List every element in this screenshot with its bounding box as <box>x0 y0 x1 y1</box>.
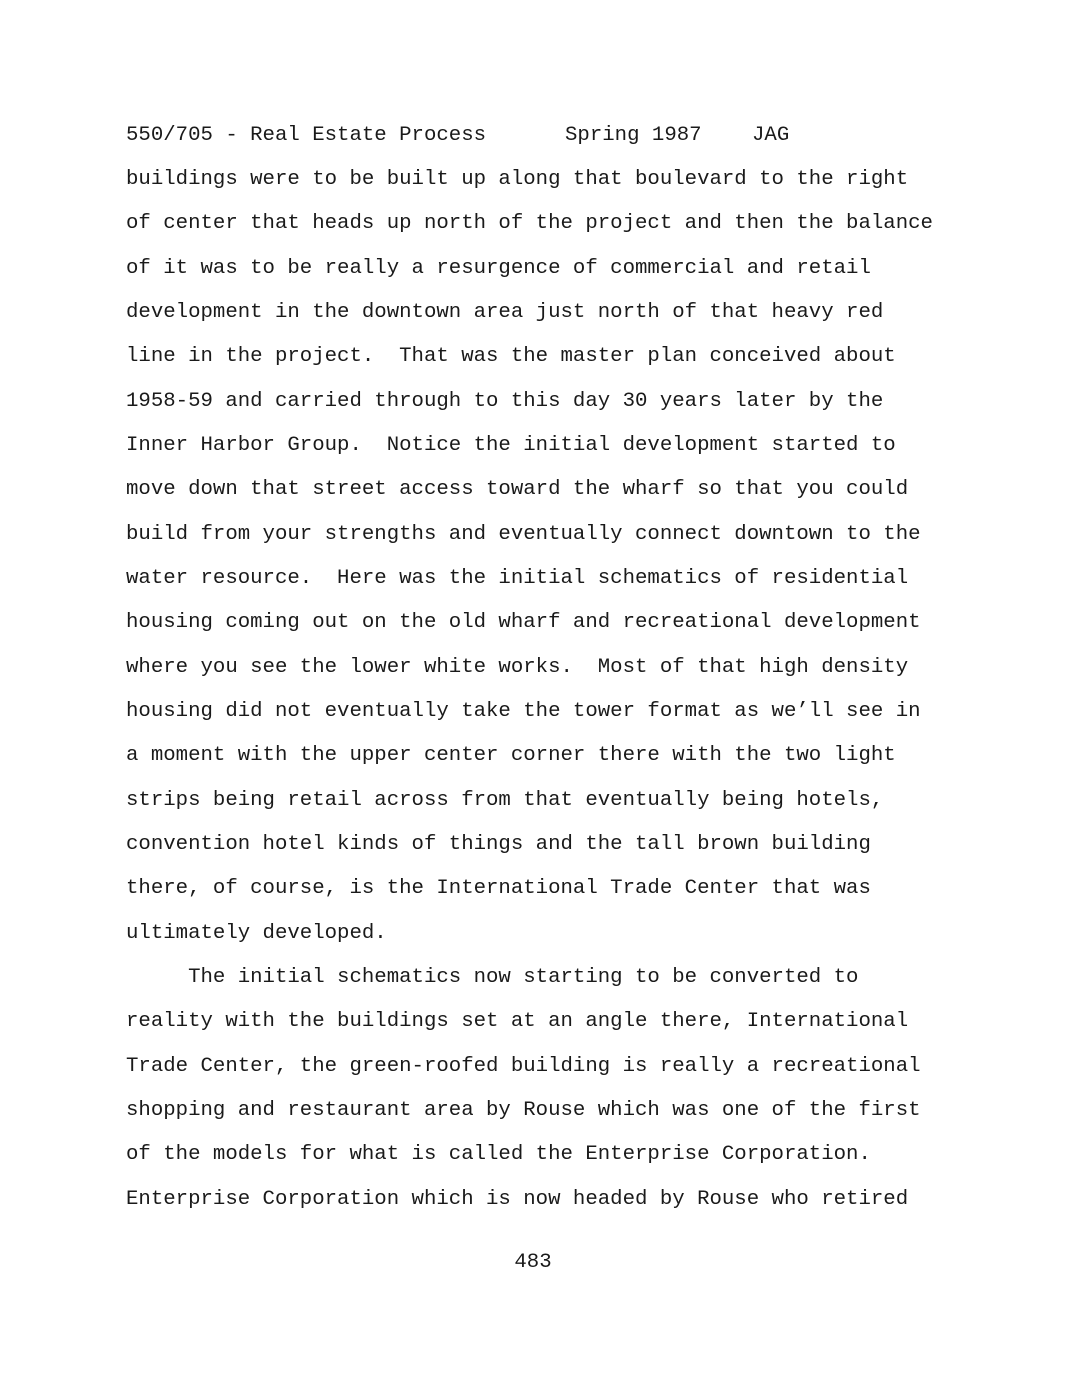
text-line: of the models for what is called the Enterprise Corporation. <box>126 1143 871 1166</box>
text-line: convention hotel kinds of things and the tall brown building <box>126 833 871 856</box>
text-line: ultimately developed. <box>126 922 387 945</box>
text-line: a moment with the upper center corner there with the two light <box>126 744 896 767</box>
text-line: there, of course, is the International Trade Center that was <box>126 877 871 900</box>
text-line: 1958-59 and carried through to this day 30 years later by the <box>126 390 884 413</box>
text-line: housing did not eventually take the tower format as we’ll see in <box>126 700 921 723</box>
text-line: housing coming out on the old wharf and recreational development <box>126 611 921 634</box>
text-line: build from your strengths and eventually connect downtown to the <box>126 523 921 546</box>
course-title: 550/705 - Real Estate Process <box>126 124 487 147</box>
term-label: Spring 1987 <box>565 124 702 147</box>
text-line: strips being retail across from that eventually being hotels, <box>126 789 884 812</box>
text-line: buildings were to be built up along that boulevard to the right <box>126 168 909 191</box>
text-line: Trade Center, the green-roofed building is really a recreational <box>126 1055 921 1078</box>
text-line: development in the downtown area just north of that heavy red <box>126 301 884 324</box>
text-line: of center that heads up north of the project and then the balance <box>126 212 933 235</box>
text-line: Inner Harbor Group. Notice the initial development started to <box>126 434 896 457</box>
text-line: of it was to be really a resurgence of commercial and retail <box>126 257 871 280</box>
text-line: move down that street access toward the wharf so that you could <box>126 478 909 501</box>
author-initials: JAG <box>752 124 790 147</box>
text-line: Enterprise Corporation which is now headed by Rouse who retired <box>126 1188 909 1211</box>
text-line: shopping and restaurant area by Rouse which was one of the first <box>126 1099 921 1122</box>
text-line: line in the project. That was the master plan conceived about <box>126 345 896 368</box>
text-line: where you see the lower white works. Most of that high density <box>126 656 909 679</box>
page-number: 483 <box>514 1251 552 1274</box>
text-line: reality with the buildings set at an angle there, International <box>126 1010 909 1033</box>
text-line: water resource. Here was the initial schematics of residential <box>126 567 909 590</box>
text-line: The initial schematics now starting to be converted to <box>126 966 859 989</box>
